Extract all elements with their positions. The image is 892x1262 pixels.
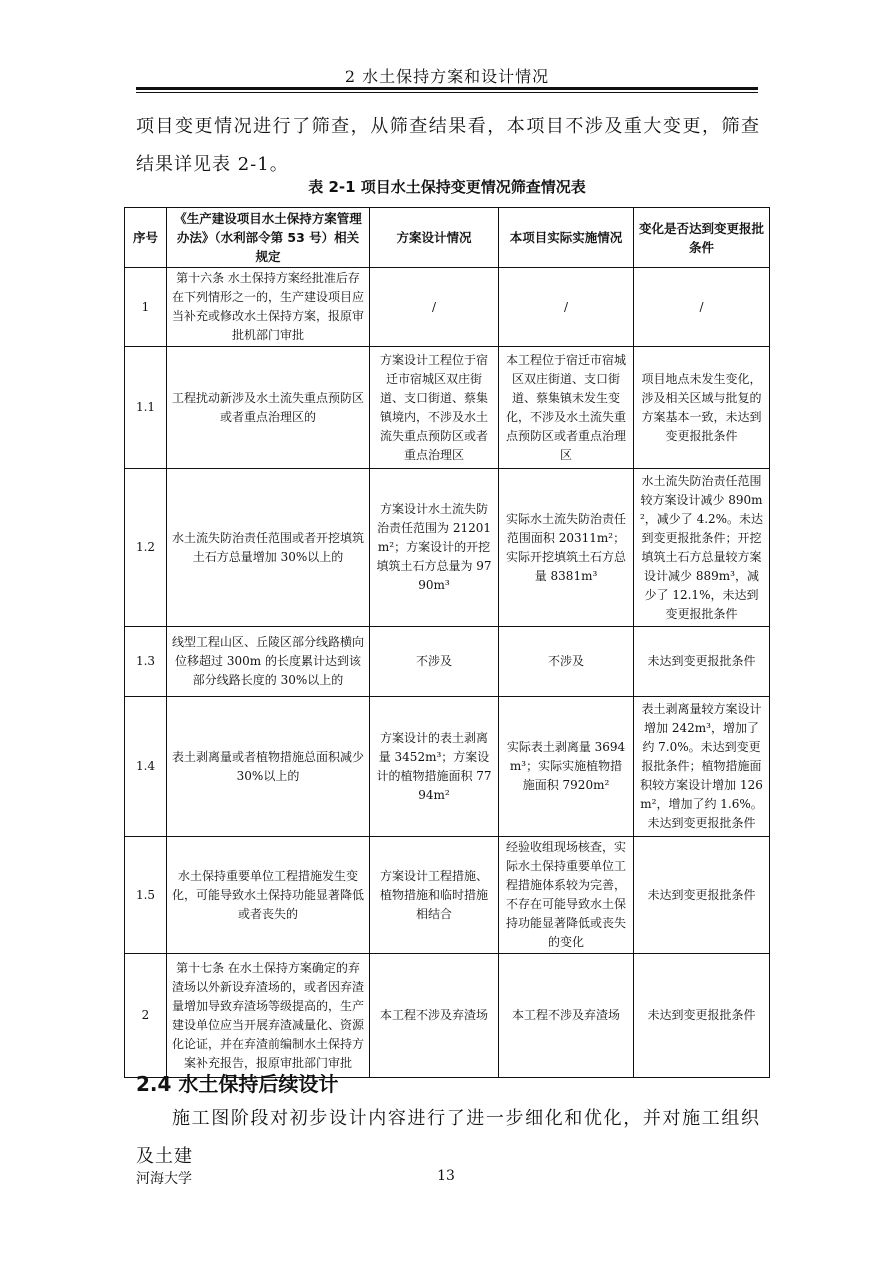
cell-rule: 水土流失防治责任范围或者开挖填筑土石方总量增加 30%以上的 [167, 469, 370, 627]
intro-paragraph: 项目变更情况进行了筛查，从筛查结果看，本项目不涉及重大变更，筛查结果详见表 2-1。 [136, 116, 760, 175]
cell-rule: 线型工程山区、丘陵区部分线路横向位移超过 300m 的长度累计达到该部分线路长度的 30%以上的 [167, 627, 370, 697]
table-header-row [125, 208, 770, 268]
cell-reached: 表土剥离量较方案设计增加 242m³，增加了约 7.0%。未达到变更报批条件；植物措施面积较方案设计增加 126m²，增加了约 1.6%。未达到变更报批条件 [634, 697, 770, 837]
cell-no: 1.2 [125, 469, 167, 627]
header-actual: 本项目实际实施情况 [499, 208, 634, 268]
cell-actual: / [499, 268, 634, 347]
cell-actual: 实际表土剥离量 3694m³；实际实施植物措施面积 7920m² [499, 697, 634, 837]
cell-rule: 第十七条 在水土保持方案确定的弃渣场以外新设弃渣场的，或者因弃渣量增加导致弃渣场等级提高的，生产建设单位应当开展弃渣减量化、资源化论证，并在弃渣前编制水土保持方案补充报告，报原审批部门审批 [167, 954, 370, 1078]
change-screening-table [124, 207, 770, 1078]
cell-rule: 水土保持重要单位工程措施发生变化，可能导致水土保持功能显著降低或者丧失的 [167, 837, 370, 954]
cell-reached: 未达到变更报批条件 [634, 954, 770, 1078]
cell-reached: 水土流失防治责任范围较方案设计减少 890m²，减少了 4.2%。未达到变更报批条件；开挖填筑土石方总量较方案设计减少 889m³，减少了 12.1%，未达到变更报批条件 [634, 469, 770, 627]
cell-rule: 表土剥离量或者植物措施总面积减少 30%以上的 [167, 697, 370, 837]
cell-design: 本工程不涉及弃渣场 [370, 954, 499, 1078]
cell-actual: 本工程位于宿迁市宿城区双庄街道、支口街道、蔡集镇未发生变化，不涉及水土流失重点预防区或者重点治理区 [499, 347, 634, 469]
cell-design: / [370, 268, 499, 347]
cell-actual: 经验收组现场核查，实际水土保持重要单位工程措施体系较为完善，不存在可能导致水土保持功能显著降低或丧失的变化 [499, 837, 634, 954]
cell-reached: 未达到变更报批条件 [634, 837, 770, 954]
cell-design: 方案设计工程位于宿迁市宿城区双庄街道、支口街道、蔡集镇境内，不涉及水土流失重点预防区或者重点治理区 [370, 347, 499, 469]
cell-design: 方案设计工程措施、植物措施和临时措施相结合 [370, 837, 499, 954]
cell-rule: 工程扰动新涉及水土流失重点预防区或者重点治理区的 [167, 347, 370, 469]
table-row [125, 627, 770, 697]
table-row [125, 697, 770, 837]
header-rule-thick [136, 87, 758, 90]
cell-no: 1.3 [125, 627, 167, 697]
running-header: 2 水土保持方案和设计情况 [344, 67, 550, 86]
cell-no: 1.5 [125, 837, 167, 954]
section-heading: 2.4 水土保持后续设计 [136, 1072, 339, 1096]
table-row [125, 469, 770, 627]
table-row [125, 268, 770, 347]
cell-design: 不涉及 [370, 627, 499, 697]
cell-no: 2 [125, 954, 167, 1078]
table-row [125, 837, 770, 954]
cell-actual: 实际水土流失防治责任范围面积 20311m²；实际开挖填筑土石方总量 8381m³ [499, 469, 634, 627]
cell-rule: 第十六条 水土保持方案经批准后存在下列情形之一的，生产建设项目应当补充或修改水土保持方案，报原审批机部门审批 [167, 268, 370, 347]
header-rule-thin [136, 92, 758, 93]
cell-actual: 本工程不涉及弃渣场 [499, 954, 634, 1078]
header-reached: 变化是否达到变更报批条件 [634, 208, 770, 268]
header-rule: 《生产建设项目水土保持方案管理办法》（水利部令第 53 号）相关规定 [167, 208, 370, 268]
footer-organization: 河海大学 [136, 1171, 192, 1187]
cell-reached: 项目地点未发生变化，涉及相关区域与批复的方案基本一致，未达到变更报批条件 [634, 347, 770, 469]
cell-design: 方案设计的表土剥离量 3452m³；方案设计的植物措施面积 7794m² [370, 697, 499, 837]
table-row [125, 347, 770, 469]
table-row [125, 954, 770, 1078]
header-design: 方案设计情况 [370, 208, 499, 268]
page-number: 13 [437, 1168, 455, 1184]
cell-no: 1.4 [125, 697, 167, 837]
cell-no: 1 [125, 268, 167, 347]
cell-reached: / [634, 268, 770, 347]
cell-actual: 不涉及 [499, 627, 634, 697]
header-no: 序号 [125, 208, 167, 268]
cell-no: 1.1 [125, 347, 167, 469]
cell-design: 方案设计水土流失防治责任范围为 21201m²；方案设计的开挖填筑土石方总量为 9790m³ [370, 469, 499, 627]
table-caption: 表 2-1 项目水土保持变更情况筛查情况表 [308, 178, 586, 196]
cell-reached: 未达到变更报批条件 [634, 627, 770, 697]
section-paragraph: 施工图阶段对初步设计内容进行了进一步细化和优化，并对施工组织及土建 [136, 1108, 760, 1167]
